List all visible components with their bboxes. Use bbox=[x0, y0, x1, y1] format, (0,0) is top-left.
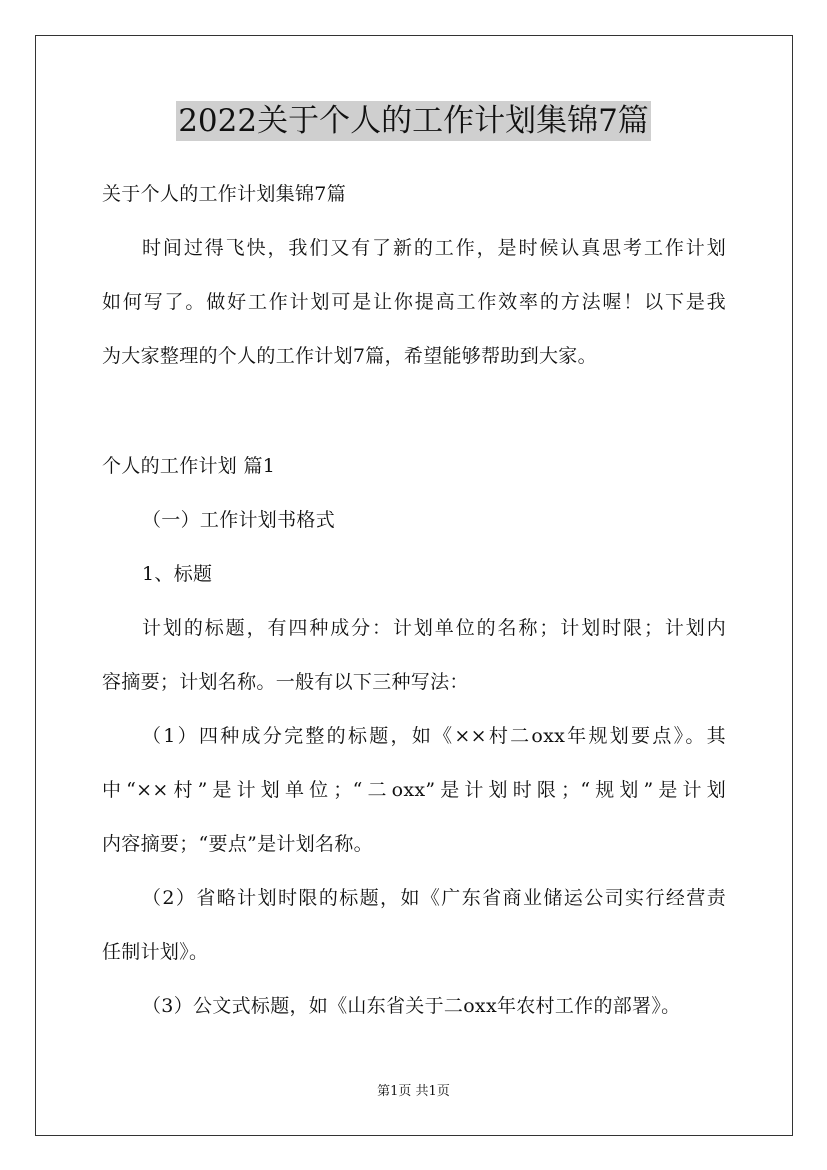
body-line: 内容摘要；“要点”是计划名称。 bbox=[102, 833, 373, 855]
body-line: （1）四种成分完整的标题，如《××村二oxx年规划要点》。其 bbox=[142, 725, 726, 747]
body-line: 容摘要；计划名称。一般有以下三种写法： bbox=[102, 671, 469, 693]
title-block bbox=[0, 101, 827, 141]
body-line: 中“××村”是计划单位；“二oxx”是计划时限；“规划”是计划 bbox=[102, 779, 726, 801]
intro-line: 时间过得飞快，我们又有了新的工作，是时候认真思考工作计划 bbox=[142, 237, 726, 259]
section-heading: 个人的工作计划 篇1 bbox=[102, 455, 276, 477]
body-line: （3）公文式标题，如《山东省关于二oxx年农村工作的部署》。 bbox=[142, 995, 681, 1017]
document-title: 2022关于个人的工作计划集锦7篇 bbox=[178, 103, 649, 139]
body-line: 计划的标题，有四种成分：计划单位的名称；计划时限；计划内 bbox=[142, 617, 726, 639]
body-line: （2）省略计划时限的标题，如《广东省商业储运公司实行经营责 bbox=[142, 887, 726, 909]
item-heading: 1、标题 bbox=[142, 563, 213, 585]
sub-heading: （一）工作计划书格式 bbox=[142, 509, 336, 531]
intro-line: 为大家整理的个人的工作计划7篇，希望能够帮助到大家。 bbox=[102, 345, 597, 367]
document-subtitle: 关于个人的工作计划集锦7篇 bbox=[102, 183, 346, 205]
body-line: 任制计划》。 bbox=[102, 941, 209, 963]
intro-line: 如何写了。做好工作计划可是让你提高工作效率的方法喔！以下是我 bbox=[102, 291, 726, 313]
page-footer: 第1页 共1页 bbox=[377, 1084, 450, 1099]
